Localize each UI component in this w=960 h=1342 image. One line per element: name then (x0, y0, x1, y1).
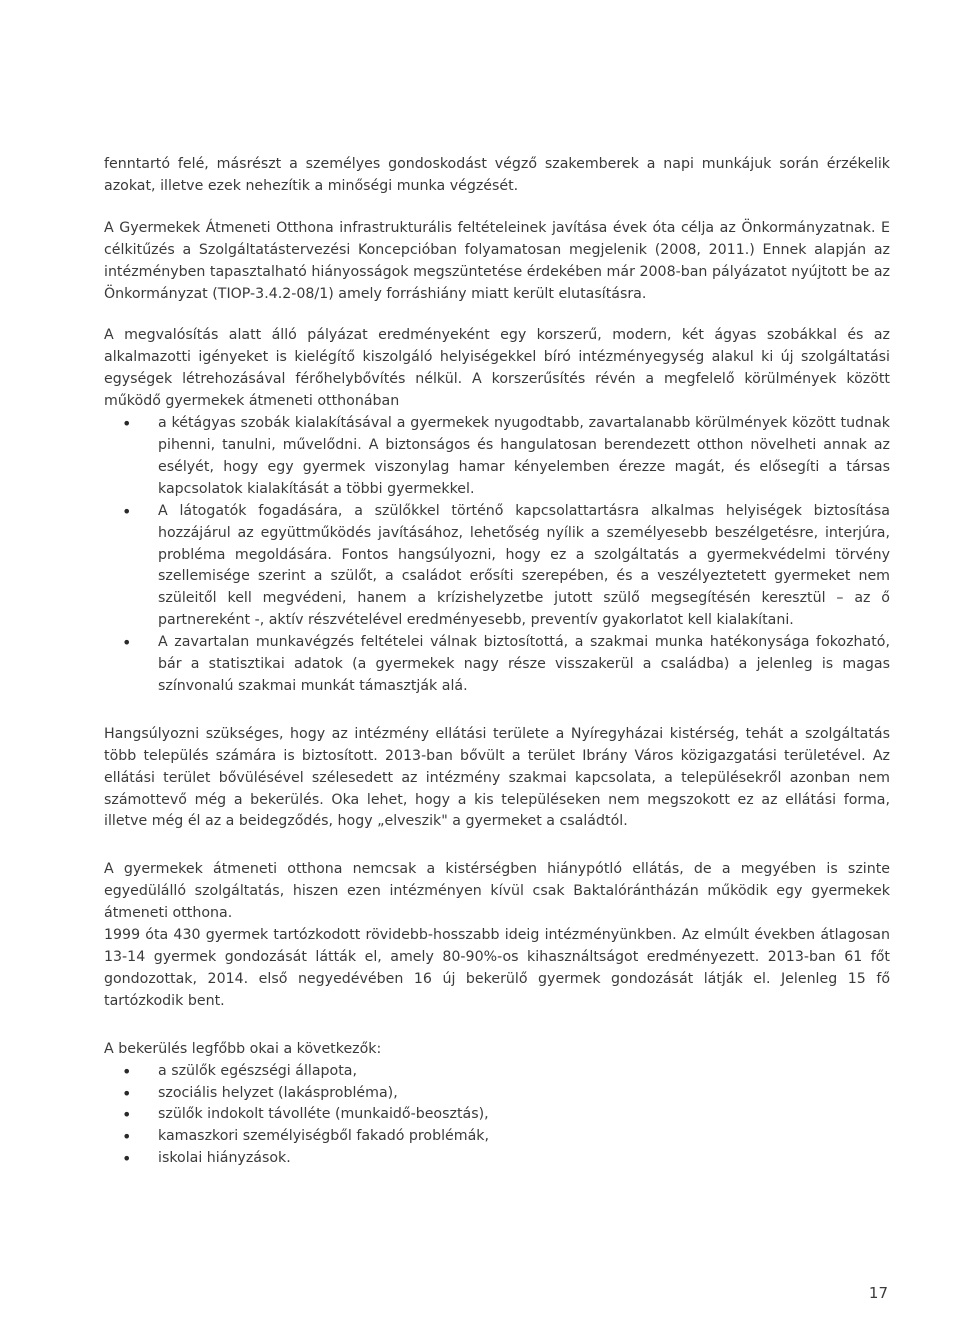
paragraph-intro-continuation: fenntartó felé, másrészt a személyes gondoskodást végző szakemberek a napi munkájuk során érzékelik azokat, illetve ezek nehezítik a minőségi munka végzését. (104, 156, 890, 194)
reasons-intro: A bekerülés legfőbb okai a következők: (104, 1040, 382, 1057)
list-item: • iskolai hiányzások. (104, 1148, 890, 1170)
list-item: • a kétágyas szobák kialakításával a gyermekek nyugodtabb, zavartalanabb körülmények között tudnak pihenni, tanulni, művelődni. A biztonságos és hangulatosan berendezett otthon növelheti annak az esélyét, hogy egy gyermek viszonylag hamar kényelemben érezze magát, és elősegíti a társas kapcsolatok kialakítását a többi gyermekkel. (104, 413, 890, 501)
document-page (104, 154, 890, 1170)
list-item: • szülők indokolt távolléte (munkaidő-beosztás), (104, 1104, 890, 1126)
paragraph-service-area: Hangsúlyozni szükséges, hogy az intézmény ellátási területe a Nyíregyházai kistérség, tehát a szolgáltatás több település számára is biztosított. 2013-ban bővült a terület Ibrány Város közigazgatási területével. Az ellátási terület bővülésével szélesedett az intézmény szakmai kapcsolata, a településekről azonban nem számottevő még a bekerülés. Oka lehet, hogy a kis településeken nem megszokott ez az ellátási forma, illetve még él az a beidegződés, hogy „elveszik" a gyermeket a családtól. (104, 725, 890, 830)
list-item: • A látogatók fogadására, a szülőkkel történő kapcsolattartásra alkalmas helyiségek biztosítása hozzájárul az együttműködés javításához, lehetőség nyílik a személyesebb beszélgetésre, interjúra, probléma megoldására. Fontos hangsúlyozni, hogy ez a szolgáltatás a gyermekvédelmi törvény szellemisége szerint a szülőt, a családot erősíti szerepében, és a veszélyeztetett gyermeket nem szüleitől kell megvédeni, hanem a krízishelyzetbe jutott szülő megsegítésén keresztül – az ő partnereként -, aktív részvételével eredményesebb, preventív gyakorlatot kell kialakítani. (104, 501, 890, 632)
list-item: • kamaszkori személyiségből fakadó problémák, (104, 1126, 890, 1148)
reasons-list (104, 1061, 890, 1171)
paragraph-unique-service: A gyermekek átmeneti otthona nemcsak a kistérségben hiánypótló ellátás, de a megyében is szinte egyedülálló szolgáltatás, hiszen ezen intézményen kívül csak Baktalórántházán működik egy gyermekek átmeneti otthona. (104, 861, 890, 922)
benefits-list (104, 413, 890, 698)
paragraph-infrastructure: A Gyermekek Átmeneti Otthona infrastrukturális feltételeinek javítása évek óta célja az Önkormányzatnak. E célkitűzés a Szolgáltatástervezési Koncepcióban folyamatosan megjelenik (2008, 2011.) Ennek alapján az intézményben tapasztalható hiányosságok megszüntetése érdekében már 2008-ban pályázatot nyújtott be az Önkormányzat (TIOP-3.4.2-08/1) amely forráshiány miatt került elutasításra. (104, 219, 890, 302)
paragraph-project-result: A megvalósítás alatt álló pályázat eredményeként egy korszerű, modern, két ágyas szobákkal és az alkalmazotti igényeket is kielégítő kiszolgáló helyiségekkel bíró intézményegység alakul ki új szolgáltatási egységek létrehozásával férőhelybővítés nélkül. A korszerűsítés révén a megfelelő körülmények között működő gyermekek átmeneti otthonában (104, 327, 890, 410)
paragraph-statistics: 1999 óta 430 gyermek tartózkodott rövidebb-hosszabb ideig intézményünkben. Az elmúlt években átlagosan 13-14 gyermek gondozását látták el, amely 80-90%-os kihasználtságot eredményezett. 2013-ban 61 főt gondozottak, 2014. első negyedévében 16 új bekerülő gyermek gondozását látják el. Jelenleg 15 fő tartózkodik bent. (104, 927, 890, 1009)
list-item: • A zavartalan munkavégzés feltételei válnak biztosítottá, a szakmai munka hatékonysága fokozható, bár a statisztikai adatok (a gyermekek nagy része visszakerül a családba) a jelenleg is magas színvonalú szakmai munkát támasztják alá. (104, 632, 890, 698)
list-item: • szociális helyzet (lakásprobléma), (104, 1083, 890, 1105)
list-item: • a szülők egészségi állapota, (104, 1061, 890, 1083)
page-number: 17 (868, 1284, 888, 1302)
